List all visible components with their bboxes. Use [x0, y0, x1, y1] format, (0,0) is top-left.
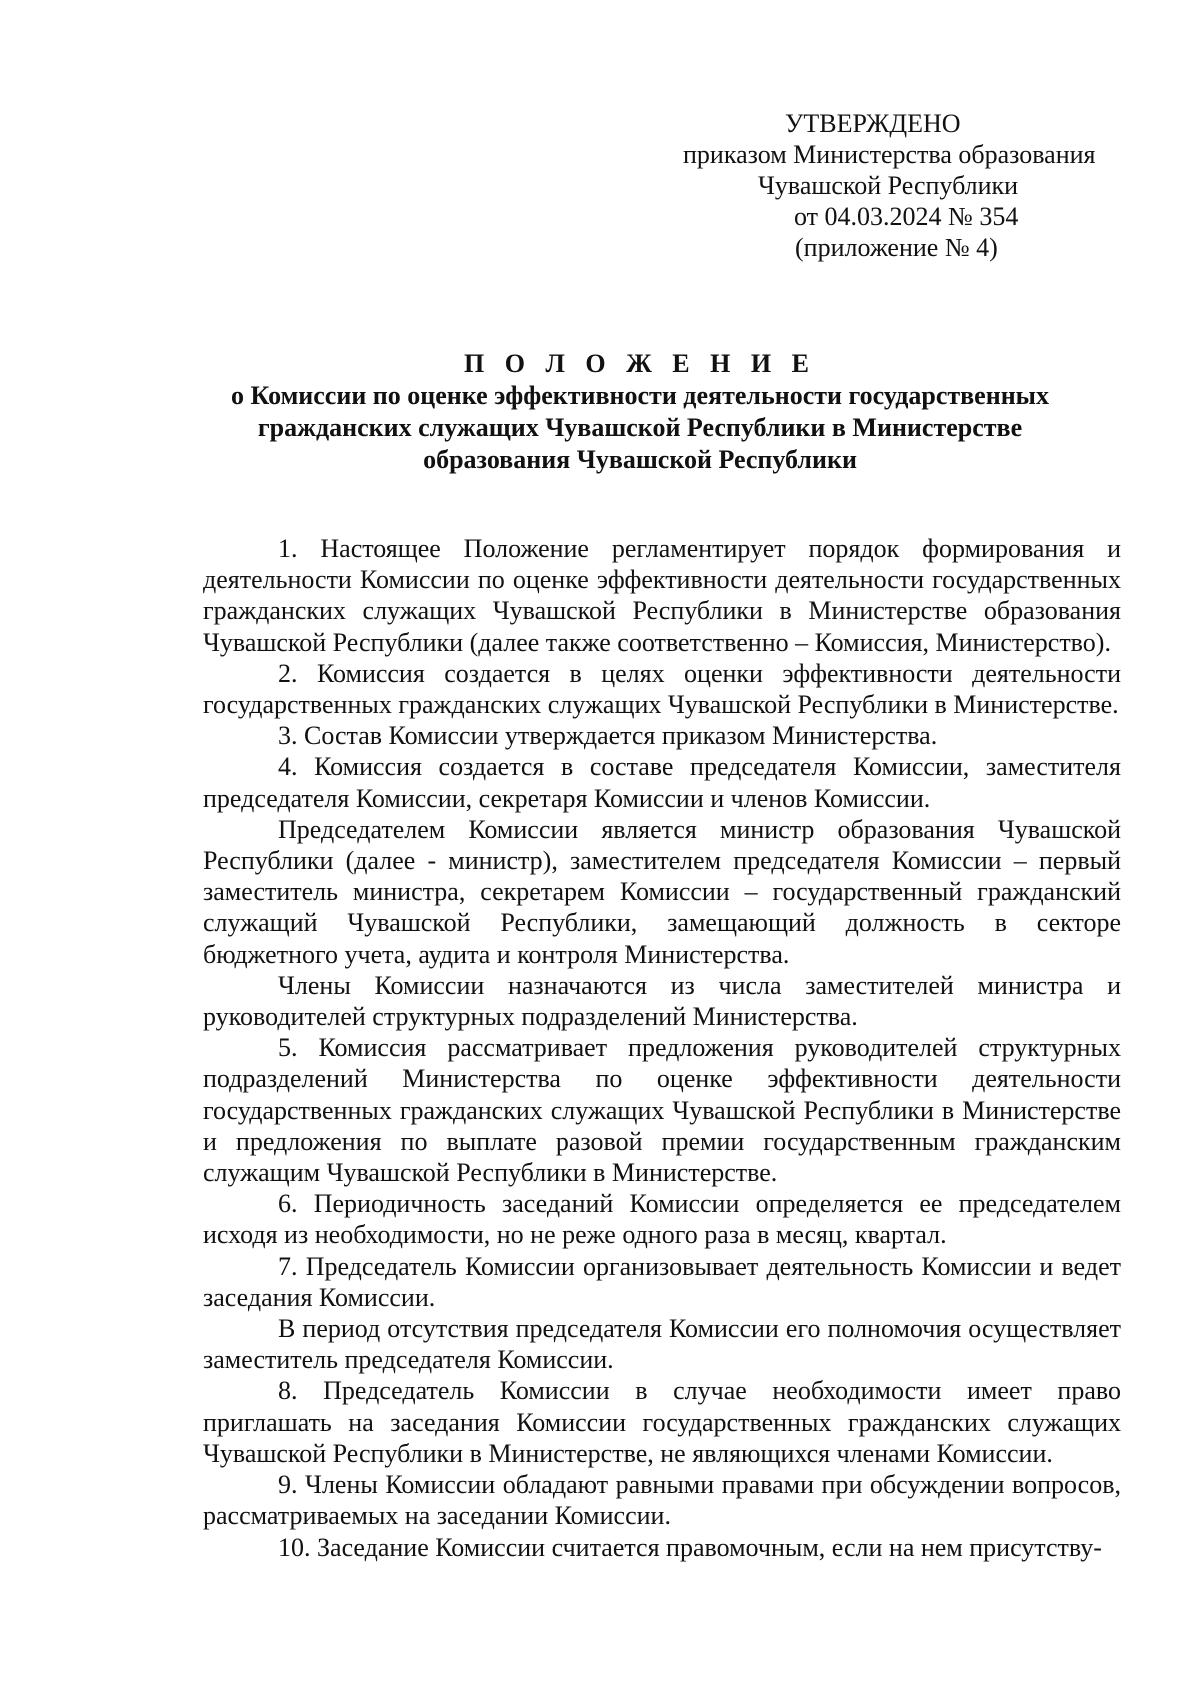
document-title: П О Л О Ж Е Н И Е [464, 349, 816, 378]
approval-date-number: от 04.03.2024 № 354 [794, 202, 1019, 231]
paragraph-10: 10. Заседание Комиссии считается правомочным, если на нем присутству- [278, 1532, 1102, 1562]
document-heading [196, 348, 1084, 476]
paragraph-7: 7. Председатель Комиссии организовывает деятельность Комиссии и ведет заседания Комиссии. [203, 1251, 1121, 1312]
approval-appendix: (приложение № 4) [795, 233, 998, 262]
approval-title: УТВЕРЖДЕНО [785, 109, 961, 138]
document-subtitle: о Комиссии по оценке эффективности деятельности государственных гражданских служащих Чувашской Республики в Министерстве образования Чувашской Республики [231, 381, 1049, 474]
document-body [203, 533, 1121, 1563]
paragraph-4-members: Члены Комиссии назначаются из числа заместителей министра и руководителей структурных подразделений Министерства. [203, 970, 1121, 1032]
paragraph-5: 5. Комиссия рассматривает предложения руководителей структурных подразделений Министерства по оценке эффективности деятельности государственных гражданских служащих Чувашской Республики в Министерстве и предложения по выплате разовой премии государственным гражданским служащим Чувашской Республики в Министерстве. [203, 1033, 1121, 1188]
paragraph-4: 4. Комиссия создается в составе председателя Комиссии, заместителя председателя Комиссии, секретаря Комиссии и членов Комиссии. [203, 752, 1121, 813]
paragraph-3: 3. Состав Комиссии утверждается приказом Министерства. [278, 721, 938, 751]
paragraph-8: 8. Председатель Комиссии в случае необходимости имеет право приглашать на заседания Комиссии государственных гражданских служащих Чувашской Республики в Министерстве, не являющихся членами Комиссии. [203, 1376, 1121, 1468]
paragraph-7-deputy: В период отсутствия председателя Комиссии его полномочия осуществляет заместитель председателя Комиссии. [203, 1314, 1121, 1375]
paragraph-6: 6. Периодичность заседаний Комиссии определяется ее председателем исходя из необходимости, но не реже одного раза в месяц, квартал. [203, 1189, 1121, 1250]
approval-order-line: приказом Министерства образования [683, 140, 1096, 169]
paragraph-4-chair: Председателем Комиссии является министр образования Чувашской Республики (далее - министр), заместителем председателя Комиссии – первый заместитель министра, секретарем Комиссии – государственный гражданский служащий Чувашской Республики, замещающий должность в секторе бюджетного учета, аудита и контроля Министерства. [203, 814, 1121, 969]
paragraph-1: 1. Настоящее Положение регламентирует порядок формирования и деятельности Комиссии по оценке эффективности деятельности государственных гражданских служащих Чувашской Республики в Министерстве образования Чувашской Республики (далее также соответственно – Комиссия, Министерство). [203, 534, 1121, 657]
approval-stamp-block [660, 108, 1140, 263]
paragraph-9: 9. Члены Комиссии обладают равными правами при обсуждении вопросов, рассматриваемых на заседании Комиссии. [203, 1470, 1121, 1531]
paragraph-2: 2. Комиссия создается в целях оценки эффективности деятельности государственных гражданских служащих Чувашской Республики в Министерстве. [203, 658, 1121, 720]
approval-region-line: Чувашской Республики [758, 171, 1019, 200]
